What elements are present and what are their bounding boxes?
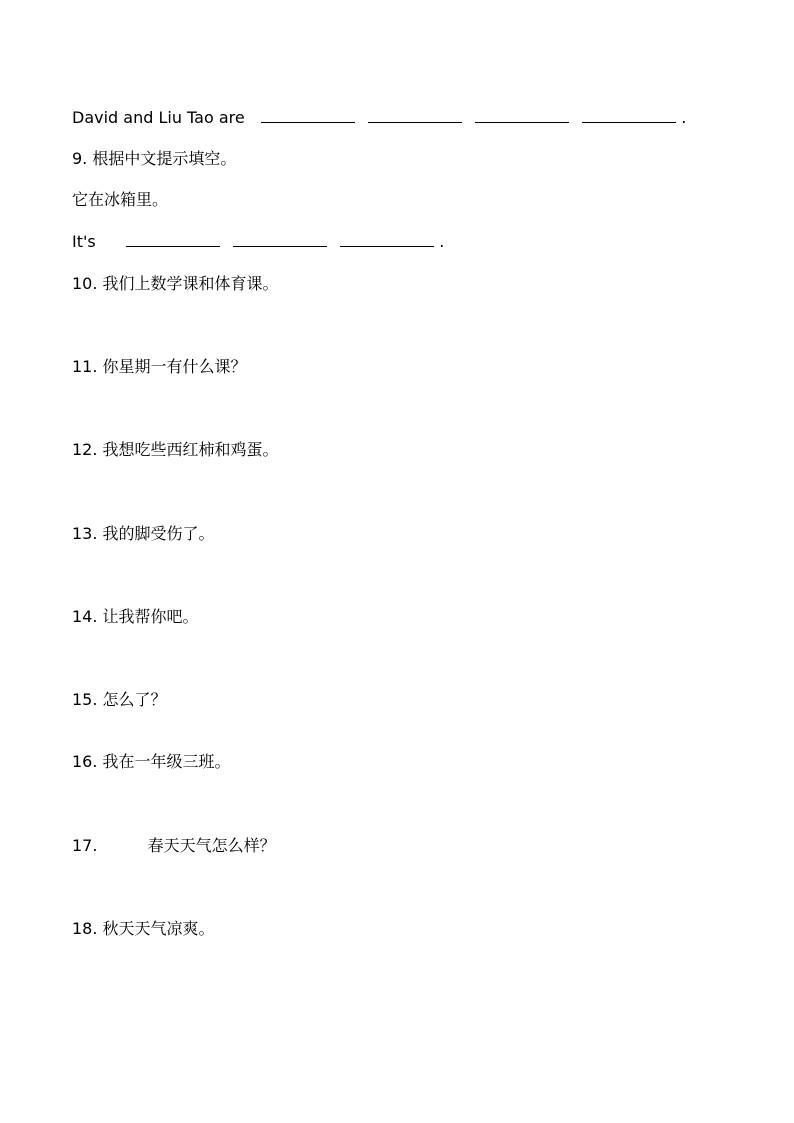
answer-blank-4[interactable] [582,108,676,123]
question-number: 13. [72,524,98,543]
question-text: 春天天气怎么样？ [147,836,276,855]
question-number: 17. [72,836,98,855]
sentence-suffix: . [439,232,445,251]
answer-blank-3[interactable] [475,108,569,123]
question-15 [72,690,167,710]
answer-blank-2[interactable] [233,232,327,247]
answer-blank-2[interactable] [368,108,462,123]
question-10 [72,274,279,294]
sentence-prefix: David and Liu Tao are [72,108,245,127]
sentence-suffix: . [681,108,687,127]
question-number: 14. [72,607,98,626]
answer-blank-3[interactable] [340,232,434,247]
question-number: 16. [72,752,98,771]
question-text: 我的脚受伤了。 [102,524,215,543]
answer-blank-1[interactable] [261,108,355,123]
question-12 [72,440,279,460]
question-number: 11. [72,357,98,376]
question-13 [72,524,215,544]
question-14 [72,607,199,627]
question-number: 15. [72,690,98,709]
question-text: 秋天天气凉爽。 [102,919,215,938]
chinese-hint: 它在冰箱里。 [72,190,169,209]
question-text: 我想吃些西红柿和鸡蛋。 [102,440,279,459]
question-17 [72,836,276,856]
question-text: 怎么了？ [102,690,167,709]
question-9-heading [72,149,236,169]
question-text: 让我帮你吧。 [102,607,199,626]
question-9-chinese-sentence [72,190,168,210]
fill-blank-line-david-liu-tao [72,108,686,128]
answer-blank-1[interactable] [126,232,220,247]
question-number: 12. [72,440,98,459]
question-number: 18. [72,919,98,938]
question-text: 你星期一有什么课？ [102,357,247,376]
question-number: 9. [72,149,88,168]
english-prefix: It's [72,232,96,251]
question-16 [72,752,231,772]
question-prompt: 根据中文提示填空。 [92,149,237,168]
question-11 [72,357,247,377]
question-text: 我们上数学课和体育课。 [102,274,279,293]
question-text: 我在一年级三班。 [102,752,231,771]
question-number: 10. [72,274,98,293]
question-9-english-line [72,232,444,252]
question-18 [72,919,215,939]
